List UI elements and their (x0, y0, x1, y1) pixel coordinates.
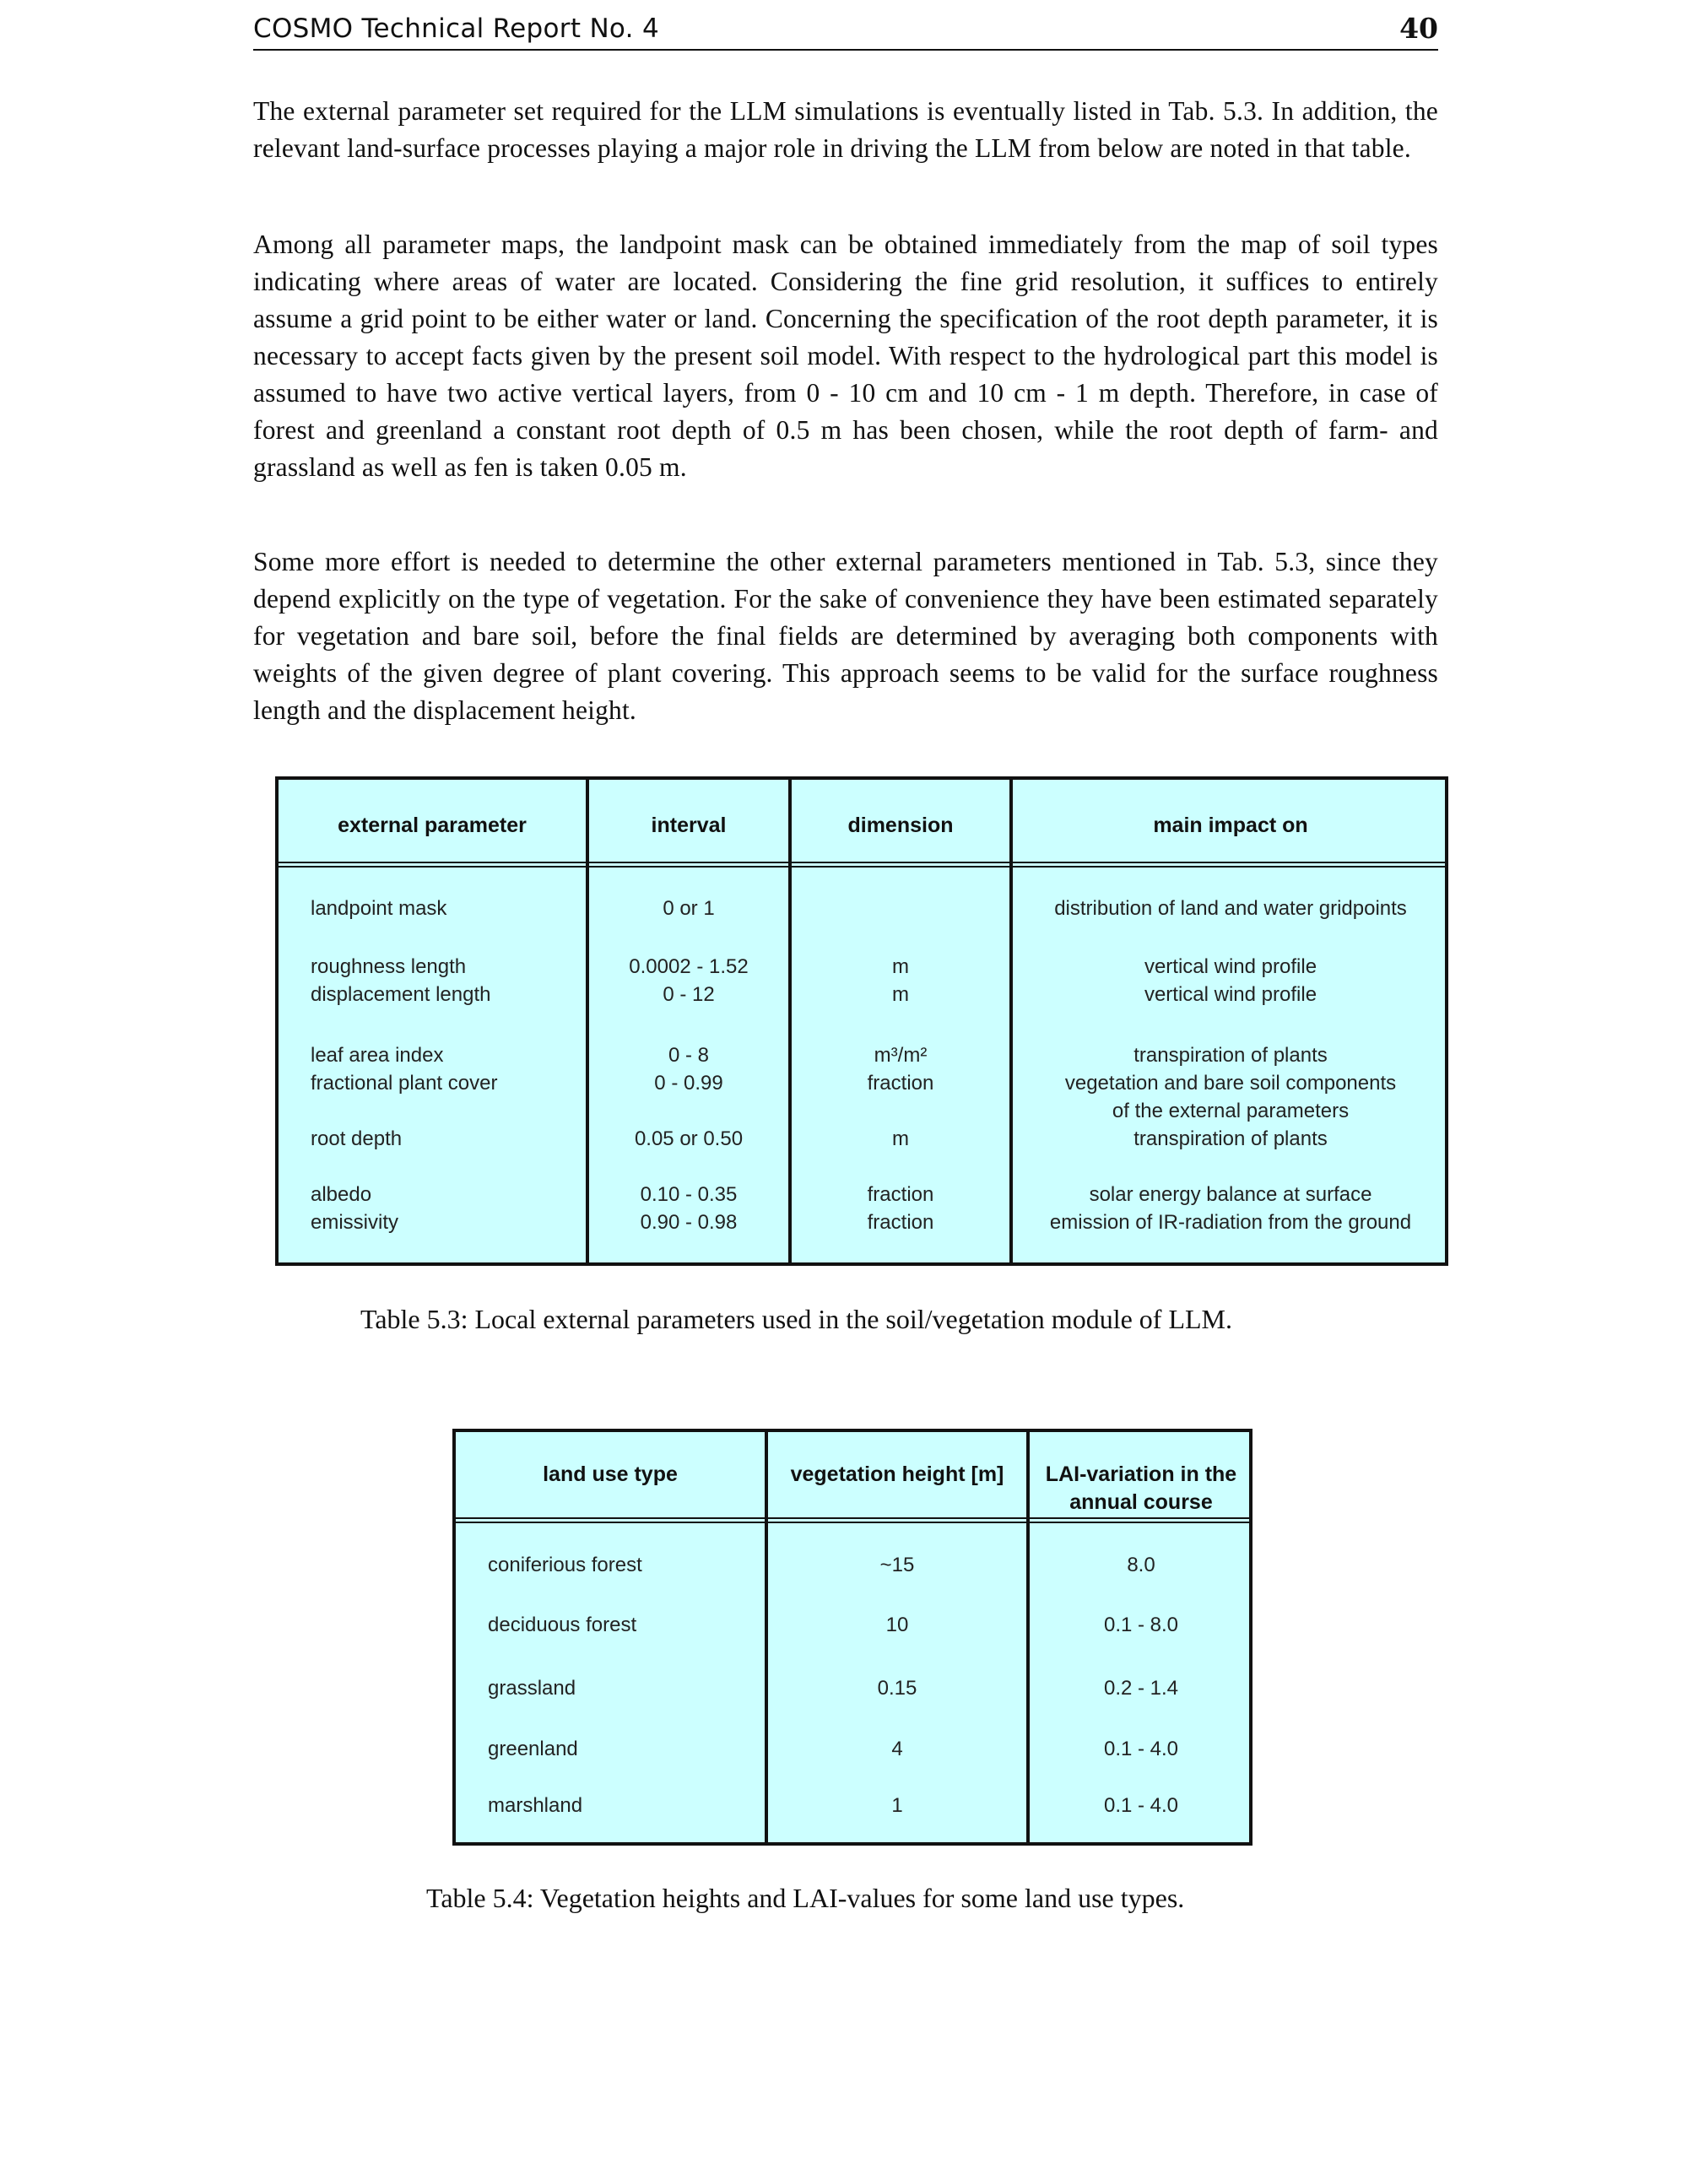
table-cell: greenland (488, 1738, 578, 1760)
column-header-lai-line2: annual course (1069, 1490, 1213, 1514)
table-cell: 0.0002 - 1.52 (629, 955, 749, 978)
table-cell: m (892, 955, 909, 978)
table-cell: landpoint mask (311, 897, 447, 920)
paragraph-2: Among all parameter maps, the landpoint mask can be obtained immediately from the map of soil types indicating where areas of water are located. Considering the fine grid resolution, it suffices to entirely assume a grid point to be either water or land. Concerning the specification of the root depth parameter, it is necessary to accept facts given by the present soil model. With respect to the hydrological part this model is assumed to have two active vertical layers, from 0 - 10 cm and 10 cm - 1 m depth. Therefore, in case of forest and greenland a constant root depth of 0.5 m has been chosen, while the root depth of farm- and grassland as well as fen is taken 0.05 m. (253, 230, 1438, 482)
table-cell: emissivity (311, 1211, 399, 1234)
table-cell: fractional plant cover (311, 1072, 498, 1095)
table-cell: root depth (311, 1127, 403, 1150)
table-cell: m (892, 983, 909, 1006)
table-cell: 0 - 0.99 (654, 1072, 723, 1095)
page-number: 40 (1399, 12, 1438, 45)
table-cell: 1 (891, 1794, 903, 1817)
table-5-3-caption: Table 5.3: Local external parameters used in the soil/vegetation module of LLM. (360, 1304, 1232, 1334)
column-header-land-use: land use type (543, 1462, 678, 1486)
column-header-parameter: external parameter (338, 814, 527, 837)
table-cell: 0.1 - 4.0 (1103, 1794, 1179, 1817)
table-cell: vertical wind profile (1144, 955, 1317, 978)
table-cell: of the external parameters (1112, 1100, 1350, 1122)
table-cell: vegetation and bare soil components (1064, 1072, 1397, 1095)
table-cell: vertical wind profile (1144, 983, 1317, 1006)
table-cell: solar energy balance at surface (1089, 1183, 1372, 1206)
column-header-vegetation-height: vegetation height [m] (790, 1462, 1004, 1486)
table-cell: 0 - 8 (668, 1044, 710, 1067)
table-cell: distribution of land and water gridpoints (1054, 897, 1407, 920)
header-rule (279, 862, 1445, 868)
table-5-4 (452, 1429, 1252, 1846)
table-cell: roughness length (311, 955, 467, 978)
table-cell: albedo (311, 1183, 372, 1206)
table-5-3 (275, 776, 1448, 1266)
table-cell: 4 (891, 1738, 903, 1760)
table-cell: fraction (867, 1072, 934, 1095)
table-cell: fraction (867, 1183, 934, 1206)
table-cell: 0.10 - 0.35 (640, 1183, 738, 1206)
table-cell: marshland (488, 1794, 583, 1817)
paragraph-1: The external parameter set required for the LLM simulations is eventually listed in Tab. 5.3. In addition, the relevant land-surface processes playing a major role in driving the LLM from below are noted in that table. (253, 96, 1438, 163)
table-cell: 0.90 - 0.98 (640, 1211, 738, 1234)
table-cell: transpiration of plants (1133, 1044, 1328, 1067)
table-cell: 0 - 12 (663, 983, 715, 1006)
table-cell: 0 or 1 (663, 897, 715, 920)
table-cell: leaf area index (311, 1044, 444, 1067)
paragraph-3: Some more effort is needed to determine the other external parameters mentioned in Tab. 5.3, since they depend explicitly on the type of vegetation. For the sake of convenience they have been estimated separately for vegetation and bare soil, before the final fields are determined by averaging both components with weights of the given degree of plant covering. This approach seems to be valid for the surface roughness length and the displacement height. (253, 547, 1438, 725)
table-cell: 0.1 - 8.0 (1103, 1614, 1179, 1636)
table-5-4-caption: Table 5.4: Vegetation heights and LAI-values for some land use types. (426, 1883, 1185, 1913)
table-cell: 0.2 - 1.4 (1103, 1677, 1179, 1700)
table-cell: 0.1 - 4.0 (1103, 1738, 1179, 1760)
column-header-lai: LAI-variation in the (1045, 1462, 1237, 1486)
page-header (253, 10, 1438, 51)
table-cell: fraction (867, 1211, 934, 1234)
column-header-impact: main impact on (1153, 814, 1308, 837)
table-cell: ~15 (879, 1554, 915, 1576)
column-header-dimension: dimension (847, 814, 954, 837)
report-title: COSMO Technical Report No. 4 (253, 14, 659, 44)
column-header-interval: interval (651, 814, 727, 837)
table-cell: m (892, 1127, 909, 1150)
header-rule (456, 1517, 1249, 1523)
table-cell: emission of IR-radiation from the ground (1049, 1211, 1412, 1234)
table-cell: transpiration of plants (1133, 1127, 1328, 1150)
table-cell: deciduous forest (488, 1614, 637, 1636)
table-cell: 0.05 or 0.50 (634, 1127, 744, 1150)
table-cell: 8.0 (1127, 1554, 1155, 1576)
table-cell: displacement length (311, 983, 491, 1006)
table-cell: 0.15 (877, 1677, 917, 1700)
table-cell: 10 (885, 1614, 909, 1636)
table-cell: coniferious forest (488, 1554, 642, 1576)
table-cell: m³/m² (874, 1044, 928, 1067)
table-cell: grassland (488, 1677, 576, 1700)
